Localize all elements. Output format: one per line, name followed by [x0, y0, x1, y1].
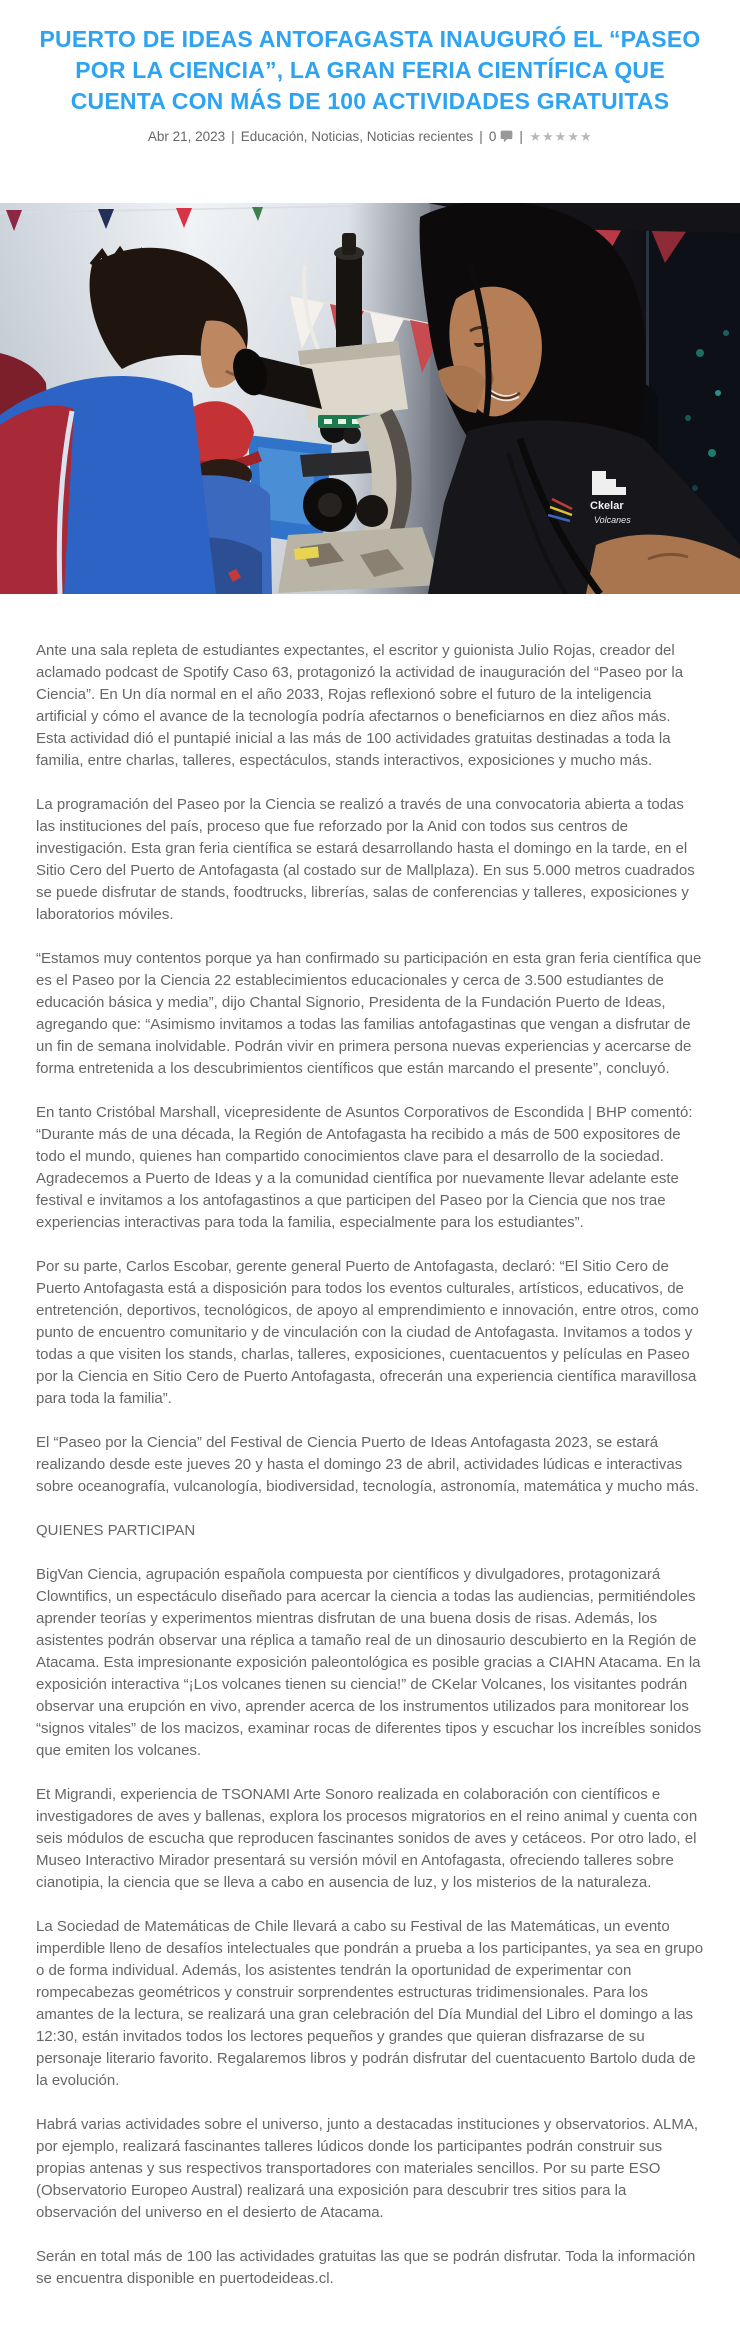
- comment-count-link[interactable]: [489, 129, 514, 144]
- article-paragraph: Por su parte, Carlos Escobar, gerente general Puerto de Antofagasta, declaró: “El Sitio Cero de Puerto Antofagasta está a disposición para todos los eventos culturales, artísticos, educativos, de entretención, deportivos, tecnológicos, de apoyo al emprendimiento e innovación, entre otros, como punto de encuentro comunitario y de vinculación con la ciudad de Antofagasta. Invitamos a todos y todas a que visiten los stands, charlas, talleres, exposiciones, cuentacuentos y películas en Paseo por la Ciencia en Sitio Cero de Puerto Antofagasta, ofrecerán una experiencia científica maravillosa para toda la familia”.: [36, 1258, 699, 1407]
- comment-count: 0: [488, 129, 497, 144]
- article-paragraph: Et Migrandi, experiencia de TSONAMI Arte Sonoro realizada en colaboración con científicos e investigadores de aves y ballenas, explora los procesos migratorios en el reino animal y cuenta con seis módulos de escucha que reproducen fascinantes sonidos de aves y cetáceos. Por otro lado, el Museo Interactivo Mirador presentará su versión móvil en Antofagasta, ofreciendo talleres sobre cianotipia, la ciencia que se lleva a cabo en ausencia de luz, y los misterios de la naturaleza.: [36, 1786, 698, 1891]
- post-categories[interactable]: Educación, Noticias, Noticias recientes: [240, 129, 474, 144]
- article-paragraph: Serán en total más de 100 las actividades gratuitas las que se podrán disfrutar. Toda la información se encuentra disponible en puertodeideas.cl.: [36, 2248, 696, 2287]
- article-body: [0, 594, 740, 2330]
- svg-text:Ckelar: Ckelar: [590, 500, 624, 512]
- article-paragraph: El “Paseo por la Ciencia” del Festival de Ciencia Puerto de Ideas Antofagasta 2023, se estará realizando desde este jueves 20 y hasta el domingo 23 de abril, actividades lúdicas e interactivas sobre oceanografía, vulcanología, biodiversidad, tecnología, astronomía, matemática y mucho más.: [36, 1434, 699, 1495]
- section-heading: QUIENES PARTICIPAN: [36, 1522, 196, 1539]
- page-title: PUERTO DE IDEAS ANTOFAGASTA INAUGURÓ EL “PASEO POR LA CIENCIA”, LA GRAN FERIA CIENTÍFICA QUE CUENTA CON MÁS DE 100 ACTIVIDADES GRATUITAS: [39, 26, 701, 114]
- science-fair-photo: [0, 203, 740, 594]
- svg-text:Volcanes: Volcanes: [594, 515, 631, 525]
- post-meta: [0, 127, 740, 149]
- star-icon[interactable]: ★: [567, 129, 579, 144]
- star-icon[interactable]: ★: [542, 129, 554, 144]
- article-paragraph: “Estamos muy contentos porque ya han confirmado su participación en esta gran feria científica que es el Paseo por la Ciencia 22 establecimientos educacionales y cerca de 3.500 estudiantes de educación básica y media”, dijo Chantal Signorio, Presidenta de la Fundación Puerto de Ideas, agregando que: “Asimismo invitamos a todas las familias antofagastinas que vengan a disfrutar de un fin de semana inolvidable. Podrán vivir en primera persona nuevas experiencias y acercarse de forma entretenida a los descubrimientos científicos que están marcando el presente”, concluyó.: [36, 950, 702, 1077]
- article-paragraph: Habrá varias actividades sobre el universo, junto a destacadas instituciones y observatorios. ALMA, por ejemplo, realizará fascinantes talleres lúdicos donde los participantes podrán construir sus propias antenas y sus respectivos transportadores con materiales sencillos. Por su parte ESO (Observatorio Europeo Austral) realizará una exposición para descubrir tres sitios para la observación del universo en el desierto de Atacama.: [36, 2116, 699, 2221]
- speech-bubble-icon: [500, 129, 513, 149]
- star-icon[interactable]: ★: [529, 129, 541, 144]
- meta-separator: |: [231, 129, 235, 144]
- star-icon[interactable]: ★: [579, 129, 592, 144]
- article-paragraph: En tanto Cristóbal Marshall, vicepresidente de Asuntos Corporativos de Escondida | BHP comentó: “Durante más de una década, la Región de Antofagasta ha recibido a más de 500 expositores de todo el mundo, quienes han compartido conocimientos clave para el desarrollo de la sociedad. Agradecemos a Puerto de Ideas y a la comunidad científica por nuevamente llevar adelante este festival e invitamos a los antofagastinos a que participen del Paseo por la Ciencia que nos trae experiencias interactivas para toda la familia, especialmente para los estudiantes”.: [36, 1104, 693, 1231]
- hero-image: [0, 203, 740, 594]
- star-rating[interactable]: [529, 127, 592, 147]
- meta-separator: |: [479, 129, 483, 144]
- article-paragraph: Ante una sala repleta de estudiantes expectantes, el escritor y guionista Julio Rojas, creador del aclamado podcast de Spotify Caso 63, protagonizó la actividad de inauguración del “Paseo por la Ciencia”. En Un día normal en el año 2033, Rojas reflexionó sobre el futuro de la inteligencia artificial y cómo el avance de la tecnología podría afectarnos o beneficiarnos en diez años más. Esta actividad dió el puntapié inicial a las más de 100 actividades gratuitas destinadas a toda la familia, entre charlas, talleres, espectáculos, stands interactivos, exposiciones y mucho más.: [36, 642, 684, 769]
- article-paragraph: La Sociedad de Matemáticas de Chile llevará a cabo su Festival de las Matemáticas, un evento imperdible lleno de desafíos intelectuales que pondrán a prueba a los participantes, ya sea en grupo o de forma individual. Además, los asistentes tendrán la oportunidad de experimentar con rompecabezas geométricos y construir sorprendentes estructuras tridimensionales. Para los amantes de la lectura, se realizará una gran celebración del Día Mundial del Libro el domingo a las 12:30, están invitados todos los lectores pequeños y grandes que quieran disfrazarse de su personaje literario favorito. Regalaremos libros y podrán disfrutar del cuentacuento Bartolo duda de la evolución.: [36, 1918, 704, 2089]
- meta-separator: |: [519, 129, 523, 144]
- article-paragraph: La programación del Paseo por la Ciencia se realizó a través de una convocatoria abierta a todas las instituciones del país, proceso que fue reforzado por la Anid con todos sus centros de investigación. Esta gran feria científica se estará desarrollando hasta el domingo en la tarde, en el Sitio Cero del Puerto de Antofagasta (al costado sur de Mallplaza). En sus 5.000 metros cuadrados se puede disfrutar de stands, foodtrucks, librerías, salas de conferencias y talleres, exposiciones y laboratorios móviles.: [36, 796, 695, 923]
- star-icon[interactable]: ★: [554, 129, 567, 144]
- article-paragraph: BigVan Ciencia, agrupación española compuesta por científicos y divulgadores, protagonizará Clowntifics, un espectáculo diseñado para acercar la ciencia a todas las audiencias, permitiéndoles aprender teorías y experimentos mientras disfrutan de una buena dosis de risas. Además, los asistentes podrán observar una réplica a tamaño real de un dinosaurio descubierto en la Región de Atacama. Esta impresionante exposición paleontológica es posible gracias a CIAHN Atacama. En la exposición interactiva “¡Los volcanes tienen su ciencia!” de CKelar Volcanes, los visitantes podrán observar una erupción en vivo, aprender acerca de los instrumentos utilizados para monitorear los “signos vitales” de los macizos, examinar rocas de diferentes tipos y escuchar los increíbles sonidos que emiten los volcanes.: [36, 1566, 702, 1759]
- post-date[interactable]: Abr 21, 2023: [147, 129, 226, 144]
